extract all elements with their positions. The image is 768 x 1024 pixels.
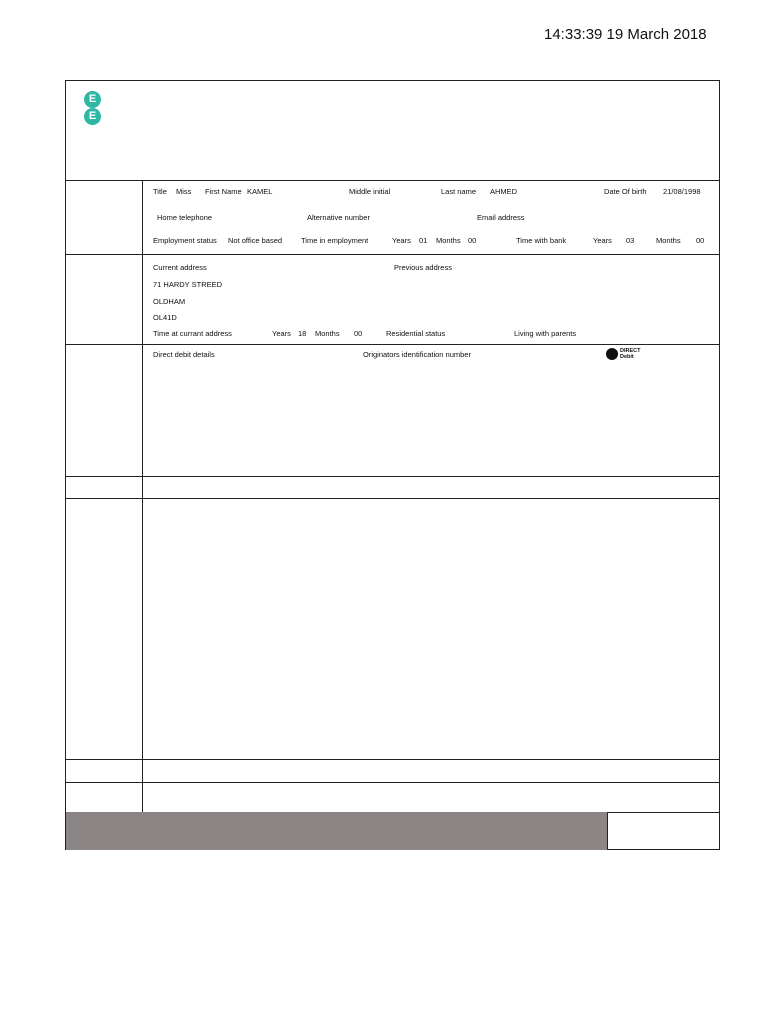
- bank-months-value: 00: [696, 236, 705, 245]
- home-telephone-label: Home telephone: [157, 213, 213, 222]
- dob-label: Date Of birth: [604, 187, 647, 196]
- employment-years-value: 01: [419, 236, 428, 245]
- email-address-label: Email address: [477, 213, 525, 222]
- bank-years-label: Years: [593, 236, 612, 245]
- divider: [66, 254, 719, 255]
- direct-debit-logo-mark: [606, 348, 618, 360]
- footer-box: [607, 812, 720, 850]
- divider: [66, 180, 719, 181]
- last-name-label: Last name: [441, 187, 477, 196]
- middle-initial-label: Middle initial: [349, 187, 391, 196]
- divider: [66, 782, 719, 783]
- employment-status-value: Not office based: [228, 236, 283, 245]
- originator-id-label: Originators identification number: [363, 350, 471, 359]
- address-line-1: 71 HARDY STREED: [153, 280, 223, 289]
- employment-status-label: Employment status: [153, 236, 217, 245]
- time-with-bank-label: Time with bank: [516, 236, 567, 245]
- bank-months-label: Months: [656, 236, 681, 245]
- address-years-value: 18: [298, 329, 307, 338]
- ee-logo-letter-top: E: [84, 91, 101, 108]
- address-line-2: OLDHAM: [153, 297, 186, 306]
- first-name-value: KAMEL: [247, 187, 273, 196]
- direct-debit-label: Direct debit details: [153, 350, 215, 359]
- timestamp: 14:33:39 19 March 2018: [544, 26, 707, 43]
- residential-status-value: Living with parents: [514, 329, 577, 338]
- residential-status-label: Residential status: [386, 329, 446, 338]
- address-months-label: Months: [315, 329, 340, 338]
- employment-months-label: Months: [436, 236, 461, 245]
- title-value: Miss: [176, 187, 192, 196]
- divider: [66, 498, 719, 499]
- first-name-label: First Name: [205, 187, 242, 196]
- address-line-3: OL41D: [153, 313, 177, 322]
- address-months-value: 00: [354, 329, 363, 338]
- footer-grey-band: [66, 812, 607, 850]
- ee-logo-letter-bottom: E: [84, 108, 101, 125]
- divider: [66, 344, 719, 345]
- application-form: [65, 80, 720, 850]
- time-in-employment-label: Time in employment: [301, 236, 369, 245]
- direct-debit-logo: [606, 348, 656, 362]
- divider: [66, 476, 719, 477]
- bank-years-value: 03: [626, 236, 635, 245]
- dob-value: 21/08/1998: [663, 187, 701, 196]
- direct-debit-logo-line1: DIRECT: [620, 348, 641, 354]
- alternative-number-label: Alternative number: [307, 213, 370, 222]
- employment-months-value: 00: [468, 236, 477, 245]
- time-at-address-label: Time at currant address: [153, 329, 232, 338]
- ee-logo: [82, 91, 104, 125]
- last-name-value: AHMED: [490, 187, 518, 196]
- previous-address-label: Previous address: [394, 263, 452, 272]
- direct-debit-logo-text: [620, 348, 640, 360]
- address-years-label: Years: [272, 329, 291, 338]
- current-address-label: Current address: [153, 263, 207, 272]
- column-divider: [142, 180, 143, 812]
- employment-years-label: Years: [392, 236, 411, 245]
- divider: [66, 759, 719, 760]
- direct-debit-logo-line2: Debit: [620, 354, 634, 360]
- title-label: Title: [153, 187, 167, 196]
